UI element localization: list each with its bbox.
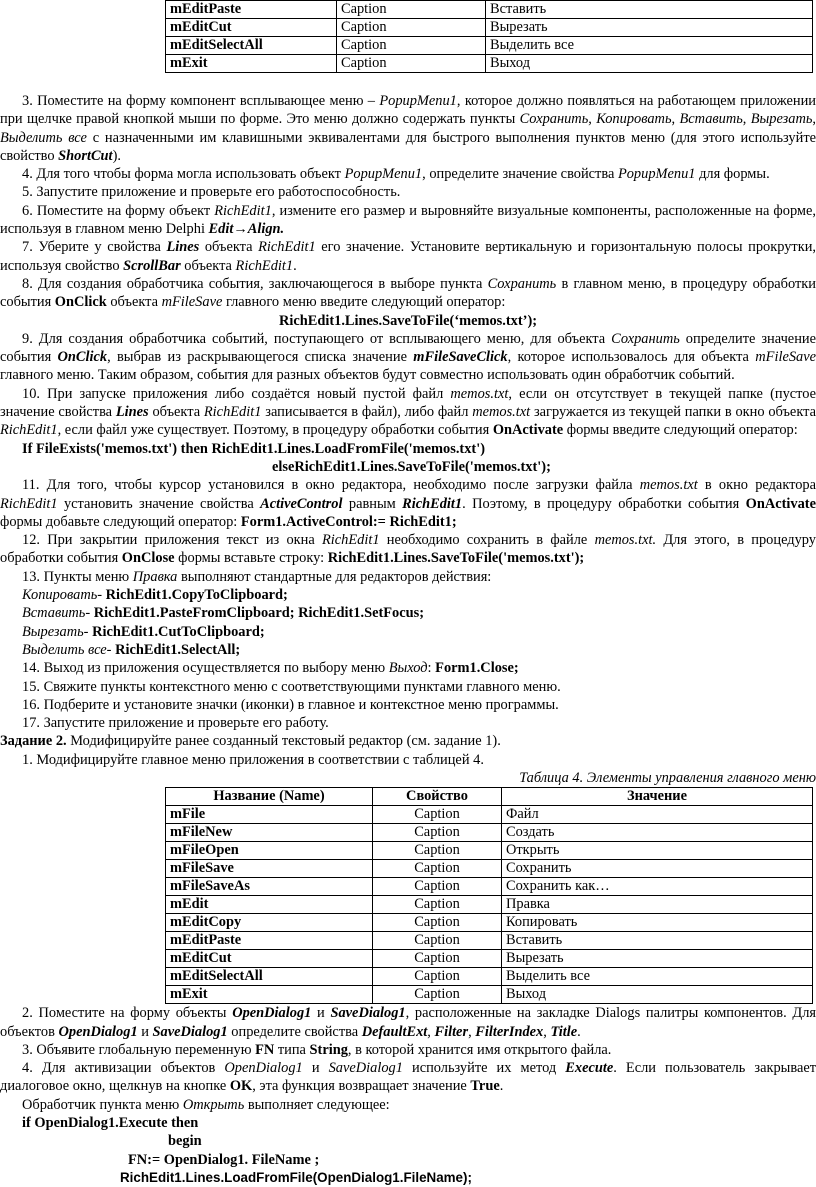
table-row xyxy=(166,896,813,914)
code-if-open-dialog: if OpenDialog1.Execute then xyxy=(22,1115,199,1132)
cell-value: Создать xyxy=(502,824,813,842)
cell-value: Вырезать xyxy=(502,950,813,968)
paragraph-3: 3. Поместите на форму компонент всплывающее меню – PopupMenu1, которое должно появляться на работающем приложении при щелчке правой кнопкой мыши по форме. Это меню должно содержать пункты Сохранить, Копировать, Вставить, Вырезать, Выделить все с назначенными им клавишными эквивалентами для быстрого выполнения пунктов меню (для этого используйте свойство ShortCut). xyxy=(0,93,816,164)
table-row xyxy=(166,806,813,824)
code-fn-assign: FN:= OpenDialog1. FileName ; xyxy=(128,1151,320,1168)
action-code: RichEdit1.CopyToClipboard; xyxy=(102,587,288,604)
table-row xyxy=(166,914,813,932)
table-row xyxy=(166,824,813,842)
table-row xyxy=(166,37,813,55)
paragraph-11: 11. Для того, чтобы курсор установился в окно редактора, необходимо после загрузки файла memos.txt в окно редактора RichEdit1 установить значение свойства ActiveControl равным RichEdit1. Поэтому, в процедуру обработки события OnActivate формы добавьте следующий оператор: Form1.ActiveControl:= RichEdit1; xyxy=(0,477,816,530)
paragraph-15: 15. Свяжите пункты контекстного меню с соответствующими пунктами главного меню. xyxy=(22,678,561,695)
cell-property: Caption xyxy=(373,806,502,824)
cell-property: Caption xyxy=(373,860,502,878)
cell-value: Сохранить xyxy=(502,860,813,878)
cell-name: mFileOpen xyxy=(166,842,373,860)
table-row xyxy=(166,986,813,1004)
cell-name: mExit xyxy=(166,986,373,1004)
task-2-paragraph-1: 1. Модифицируйте главное меню приложения в соответствии с таблицей 4. xyxy=(22,751,484,768)
header-property: Свойство xyxy=(373,788,502,806)
paragraph-17: 17. Запустите приложение и проверьте его работу. xyxy=(22,715,329,732)
cell-property: Caption xyxy=(373,824,502,842)
action-code: RichEdit1.CutToClipboard; xyxy=(88,623,265,640)
edit-actions-list xyxy=(0,586,816,659)
table-4-header-row xyxy=(166,788,813,806)
list-item xyxy=(0,586,816,604)
cell-name: mEditSelectAll xyxy=(166,968,373,986)
paragraph-8: 8. Для создания обработчика события, заключающегося в выборе пункта Сохранить в главном меню, в процедуру обработки события OnClick объекта mFileSave главного меню введите следующий оператор: xyxy=(0,275,816,311)
task-2-paragraph-4: 4. Для активизации объектов OpenDialog1 и SaveDialog1 используйте их метод Execute. Если пользователь закрывает диалоговое окно, щелкнув на кнопке OK, эта функция возвращает значение True. xyxy=(0,1060,816,1095)
cell-property: Caption xyxy=(373,896,502,914)
action-code: RichEdit1.PasteFromClipboard; RichEdit1.SetFocus; xyxy=(90,605,425,622)
cell-name: mFileSave xyxy=(166,860,373,878)
cell-value: Выделить все xyxy=(502,968,813,986)
cell-name: mEditCut xyxy=(166,19,337,37)
cell-property: Caption xyxy=(337,19,486,37)
paragraph-4: 4. Для того чтобы форма могла использовать объект PopupMenu1, определите значение свойства PopupMenu1 для формы. xyxy=(22,166,770,183)
action-label: Копировать- xyxy=(22,587,103,604)
cell-value: Файл xyxy=(502,806,813,824)
paragraph-6: 6. Поместите на форму объект RichEdit1, измените его размер и выровняйте визуальные компоненты, расположенные на форме, используя в главном меню Delphi Edit→Align. xyxy=(0,202,816,238)
cell-property: Caption xyxy=(373,968,502,986)
list-item xyxy=(0,623,816,641)
table-row xyxy=(166,860,813,878)
cell-value: Выделить все xyxy=(486,37,813,55)
paragraph-13: 13. Пункты меню Правка выполняют стандартные для редакторов действия: xyxy=(22,568,492,585)
action-label: Вставить- xyxy=(22,605,91,622)
cell-property: Caption xyxy=(337,55,486,73)
cell-name: mFile xyxy=(166,806,373,824)
cell-value: Выход xyxy=(486,55,813,73)
code-file-exists: If FileExists('memos.txt') then RichEdit1.Lines.LoadFromFile('memos.txt') xyxy=(22,440,485,457)
table-row xyxy=(166,55,813,73)
paragraph-12: 12. При закрытии приложения текст из окна RichEdit1 необходимо сохранить в файле memos.txt. Для этого, в процедуру обработки события OnClose формы вставьте строку: RichEdit1.Lines.SaveToFile('memos.txt'); xyxy=(0,532,816,567)
cell-property: Caption xyxy=(373,950,502,968)
cell-value: Вставить xyxy=(502,932,813,950)
cell-value: Выход xyxy=(502,986,813,1004)
code-else-save: elseRichEdit1.Lines.SaveToFile('memos.txt'); xyxy=(272,458,551,475)
paragraph-14: 14. Выход из приложения осуществляется по выбору меню Выход: Form1.Close; xyxy=(22,660,519,677)
top-table xyxy=(165,0,813,73)
paragraph-16: 16. Подберите и установите значки (иконки) в главное и контекстное меню программы. xyxy=(22,696,559,713)
paragraph-5: 5. Запустите приложение и проверьте его работоспособность. xyxy=(22,184,401,201)
table-row xyxy=(166,968,813,986)
list-item xyxy=(0,604,816,622)
header-value: Значение xyxy=(502,788,813,806)
task-2-paragraph-5: Обработчик пункта меню Открыть выполняет следующее: xyxy=(22,1096,390,1113)
cell-name: mEditPaste xyxy=(166,1,337,19)
cell-value: Правка xyxy=(502,896,813,914)
cell-property: Caption xyxy=(373,842,502,860)
cell-property: Caption xyxy=(373,986,502,1004)
cell-name: mEditPaste xyxy=(166,932,373,950)
task-2-heading: Задание 2. Модифицируйте ранее созданный текстовый редактор (см. задание 1). xyxy=(0,733,501,750)
table-row xyxy=(166,19,813,37)
cell-name: mEditSelectAll xyxy=(166,37,337,55)
table-4 xyxy=(165,787,813,1004)
code-begin: begin xyxy=(168,1133,202,1150)
paragraph-9: 9. Для создания обработчика событий, поступающего от всплывающего меню, для объекта Сохранить определите значение события OnClick, выбрав из раскрывающегося списка значение mFileSaveClick, которое использовалось для объекта mFileSave главного меню. Таким образом, события для разных объектов будут совместно использовать один обработчик событий. xyxy=(0,330,816,384)
cell-property: Caption xyxy=(337,37,486,55)
paragraph-7: 7. Уберите у свойства Lines объекта RichEdit1 его значение. Установите вертикальную и горизонтальную полосы прокрутки, используя свойство ScrollBar объекта RichEdit1. xyxy=(0,239,816,274)
paragraph-10: 10. При запуске приложения либо создаётся новый пустой файл memos.txt, если он отсутствует в текущей папке (пустое значение свойства Lines объекта RichEdit1 записывается в файл), либо файл memos.txt загружается из текущей папки в окно объекта RichEdit1, если файл уже существует. Поэтому, в процедуру обработки события OnActivate формы введите следующий оператор: xyxy=(0,385,816,439)
table-row xyxy=(166,1,813,19)
cell-name: mFileSaveAs xyxy=(166,878,373,896)
cell-value: Сохранить как… xyxy=(502,878,813,896)
task-2-paragraph-3: 3. Объявите глобальную переменную FN типа String, в которой хранится имя открытого файла. xyxy=(22,1041,612,1058)
code-save-to-file: RichEdit1.Lines.SaveToFile(‘memos.txt’); xyxy=(278,312,538,329)
cell-name: mEdit xyxy=(166,896,373,914)
code-load-from-file: RichEdit1.Lines.LoadFromFile(OpenDialog1.FileName); xyxy=(120,1169,472,1185)
cell-name: mFileNew xyxy=(166,824,373,842)
cell-name: mExit xyxy=(166,55,337,73)
table-row xyxy=(166,878,813,896)
cell-property: Caption xyxy=(373,878,502,896)
table-row xyxy=(166,950,813,968)
table-4-caption: Таблица 4. Элементы управления главного меню xyxy=(519,769,816,786)
action-code: RichEdit1.SelectAll; xyxy=(111,641,241,658)
cell-property: Caption xyxy=(373,932,502,950)
action-label: Выделить все- xyxy=(22,641,112,658)
document-body xyxy=(0,92,816,1187)
header-name: Название (Name) xyxy=(166,788,373,806)
task-2-paragraph-2: 2. Поместите на форму объекты OpenDialog1 и SaveDialog1, расположенные на закладке Dialogs палитры компонентов. Для объектов OpenDialog1 и SaveDialog1 определите свойства DefaultExt, Filter, FilterIndex, Title. xyxy=(0,1005,816,1040)
cell-name: mEditCut xyxy=(166,950,373,968)
cell-name: mEditCopy xyxy=(166,914,373,932)
action-label: Вырезать- xyxy=(22,623,89,640)
cell-value: Копировать xyxy=(502,914,813,932)
cell-property: Caption xyxy=(373,914,502,932)
cell-property: Caption xyxy=(337,1,486,19)
table-row xyxy=(166,932,813,950)
cell-value: Вставить xyxy=(486,1,813,19)
table-row xyxy=(166,842,813,860)
cell-value: Открыть xyxy=(502,842,813,860)
cell-value: Вырезать xyxy=(486,19,813,37)
list-item xyxy=(0,641,816,659)
